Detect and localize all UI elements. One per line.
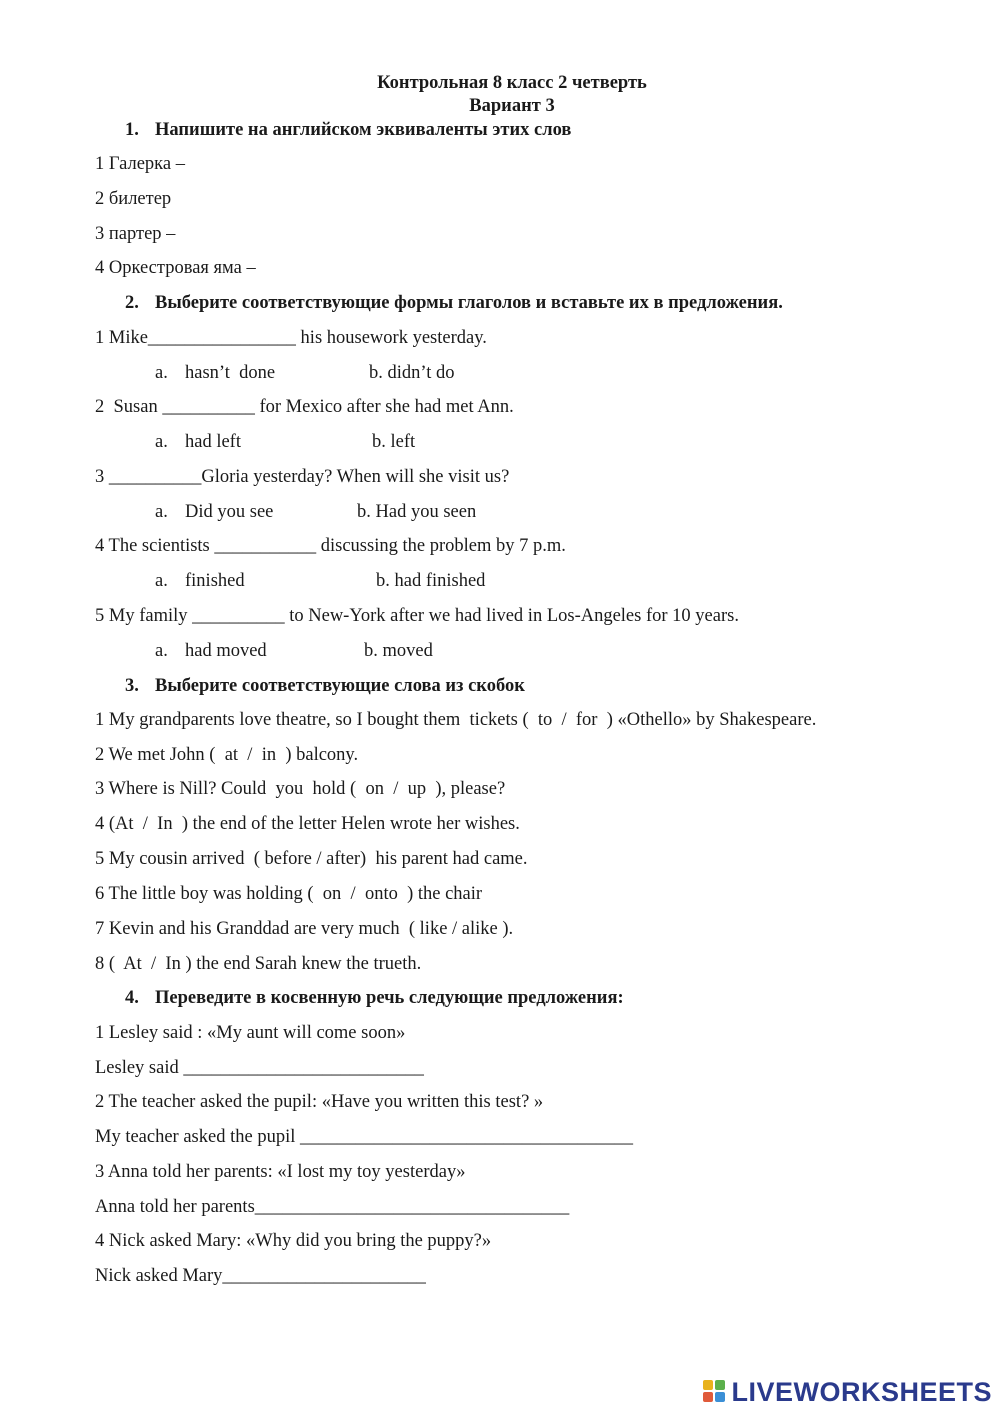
s2-q1-option-a[interactable] — [155, 362, 275, 384]
option-marker: a. — [155, 502, 168, 522]
s3-item-3: 3 Where is Nill? Could you hold ( on / up ), please? — [95, 779, 506, 799]
s3-item-1: 1 My grandparents love theatre, so I bought them tickets ( to / for ) «Othello» by Shakespeare. — [95, 710, 817, 730]
section-3-number: 3. — [125, 676, 139, 696]
s2-q5-option-a[interactable] — [155, 640, 267, 662]
s3-item-8: 8 ( At / In ) the end Sarah knew the trueth. — [95, 954, 422, 974]
option-text: Did you see — [185, 502, 274, 522]
option-text: had left — [185, 432, 241, 452]
option-text: finished — [185, 571, 245, 591]
s2-question-2: 2 Susan __________ for Mexico after she had met Ann. — [95, 397, 514, 417]
s4-answer-line-1[interactable]: Lesley said __________________________ — [95, 1058, 424, 1078]
section-4-number: 4. — [125, 988, 139, 1008]
liveworksheets-logo — [703, 1377, 992, 1407]
section-1-number: 1. — [125, 120, 139, 140]
s1-item-3: 3 партер – — [95, 224, 176, 244]
option-marker: a. — [155, 571, 168, 591]
option-marker: a. — [155, 641, 168, 661]
s4-sentence-3: 3 Anna told her parents: «I lost my toy yesterday» — [95, 1162, 466, 1182]
s1-item-2: 2 билетер — [95, 189, 172, 209]
brand-name: LIVEWORKSHEETS — [731, 1376, 992, 1407]
option-text: had moved — [185, 641, 267, 661]
s2-question-4: 4 The scientists ___________ discussing the problem by 7 p.m. — [95, 536, 566, 556]
s4-sentence-1: 1 Lesley said : «My aunt will come soon» — [95, 1023, 406, 1043]
section-2-number: 2. — [125, 293, 139, 313]
section-2-heading-text: Выберите соответствующие формы глаголов и вставьте их в предложения. — [155, 293, 783, 313]
s4-sentence-2: 2 The teacher asked the pupil: «Have you written this test? » — [95, 1092, 544, 1112]
s4-answer-line-4[interactable]: Nick asked Mary______________________ — [95, 1266, 426, 1286]
s1-item-4: 4 Оркестровая яма – — [95, 258, 256, 278]
section-4-heading-text: Переведите в косвенную речь следующие предложения: — [155, 988, 624, 1008]
s2-q2-option-b[interactable]: b. left — [372, 432, 416, 452]
section-1-heading — [125, 119, 571, 141]
s2-q1-option-b[interactable]: b. didn’t do — [369, 363, 455, 383]
worksheet-title: Контрольная 8 класс 2 четверть — [377, 73, 647, 93]
s3-item-4: 4 (At / In ) the end of the letter Helen wrote her wishes. — [95, 814, 520, 834]
s2-question-5: 5 My family __________ to New-York after we had lived in Los-Angeles for 10 years. — [95, 606, 739, 626]
section-4-heading — [125, 987, 624, 1009]
variant-label: Вариант 3 — [469, 96, 555, 116]
section-3-heading — [125, 675, 525, 697]
section-1-heading-text: Напишите на английском эквиваленты этих слов — [155, 120, 572, 140]
option-marker: a. — [155, 363, 168, 383]
s2-question-3: 3 __________Gloria yesterday? When will she visit us? — [95, 467, 510, 487]
s2-q5-option-b[interactable]: b. moved — [364, 641, 433, 661]
section-3-heading-text: Выберите соответствующие слова из скобок — [155, 676, 525, 696]
s2-q3-option-b[interactable]: b. Had you seen — [357, 502, 477, 522]
s3-item-7: 7 Kevin and his Granddad are very much ( like / alike ). — [95, 919, 514, 939]
s2-question-1: 1 Mike________________ his housework yesterday. — [95, 328, 487, 348]
s4-answer-line-2[interactable]: My teacher asked the pupil ____________________________________ — [95, 1127, 633, 1147]
s4-answer-line-3[interactable]: Anna told her parents__________________________________ — [95, 1197, 570, 1217]
option-marker: a. — [155, 432, 168, 452]
section-2-heading — [125, 292, 783, 314]
s3-item-2: 2 We met John ( at / in ) balcony. — [95, 745, 359, 765]
s4-sentence-4: 4 Nick asked Mary: «Why did you bring the puppy?» — [95, 1231, 492, 1251]
s1-item-1: 1 Галерка – — [95, 154, 185, 174]
s2-q3-option-a[interactable] — [155, 501, 273, 523]
liveworksheets-mark-icon — [703, 1380, 727, 1404]
s2-q4-option-a[interactable] — [155, 570, 245, 592]
s3-item-5: 5 My cousin arrived ( before / after) his parent had came. — [95, 849, 528, 869]
s2-q4-option-b[interactable]: b. had finished — [376, 571, 486, 591]
s2-q2-option-a[interactable] — [155, 431, 241, 453]
option-text: hasn’t done — [185, 363, 276, 383]
s3-item-6: 6 The little boy was holding ( on / onto ) the chair — [95, 884, 483, 904]
